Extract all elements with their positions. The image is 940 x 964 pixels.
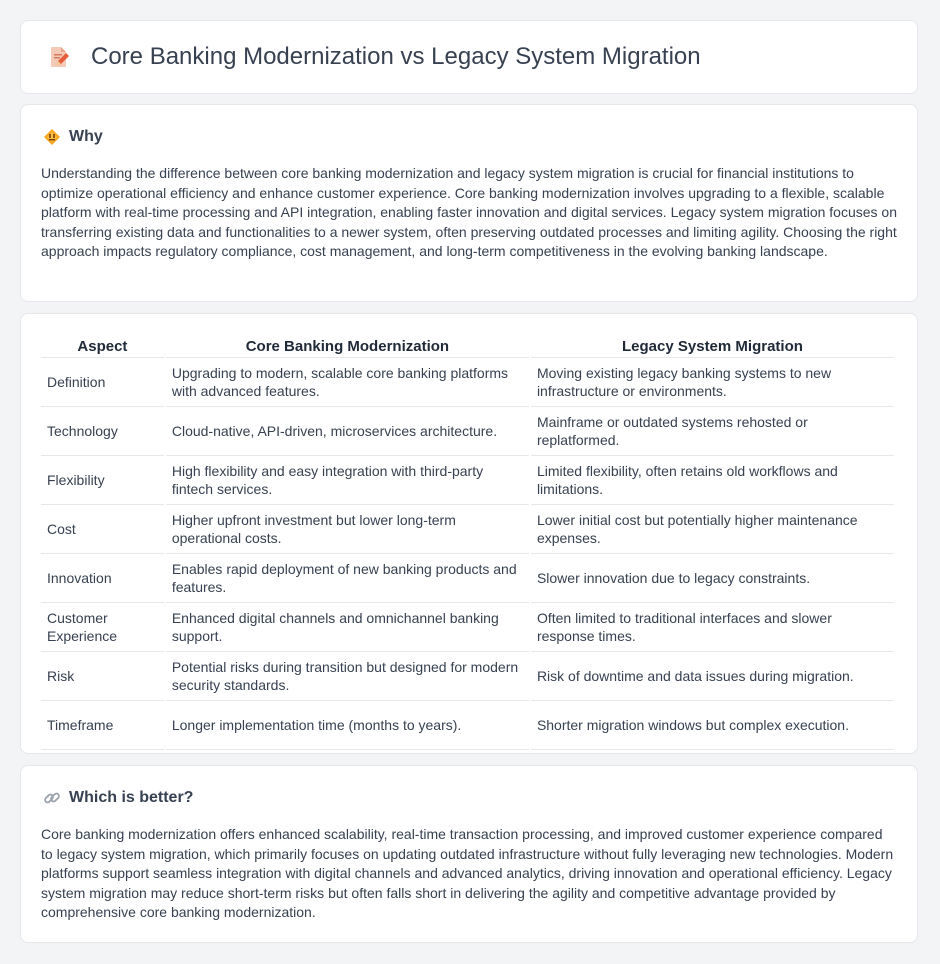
- link-icon: [43, 789, 61, 807]
- column-header-aspect: Aspect: [41, 336, 164, 358]
- column-header-modernization: Core Banking Modernization: [166, 336, 529, 358]
- modernization-cell: Longer implementation time (months to years).: [166, 701, 529, 750]
- aspect-cell: Innovation: [41, 554, 164, 603]
- better-heading: [43, 789, 897, 807]
- table-row: [41, 358, 894, 407]
- why-section: [20, 104, 918, 302]
- modernization-cell: Cloud-native, API-driven, microservices architecture.: [166, 407, 529, 456]
- page-title: Core Banking Modernization vs Legacy System Migration: [91, 43, 701, 70]
- modernization-cell: Upgrading to modern, scalable core banking platforms with advanced features.: [166, 358, 529, 407]
- migration-cell: Shorter migration windows but complex execution.: [531, 701, 894, 750]
- modernization-cell: Enables rapid deployment of new banking products and features.: [166, 554, 529, 603]
- migration-cell: Moving existing legacy banking systems to new infrastructure or environments.: [531, 358, 894, 407]
- aspect-cell: Customer Experience: [41, 603, 164, 652]
- migration-cell: Limited flexibility, often retains old workflows and limitations.: [531, 456, 894, 505]
- diamond-warning-icon: [43, 128, 61, 146]
- aspect-cell: Timeframe: [41, 701, 164, 750]
- document-pencil-icon: [47, 45, 71, 69]
- aspect-cell: Definition: [41, 358, 164, 407]
- header-card: [20, 20, 918, 94]
- migration-cell: Often limited to traditional interfaces and slower response times.: [531, 603, 894, 652]
- table-row: [41, 554, 894, 603]
- comparison-table: [39, 336, 896, 750]
- modernization-cell: Enhanced digital channels and omnichannel banking support.: [166, 603, 529, 652]
- aspect-cell: Technology: [41, 407, 164, 456]
- aspect-cell: Risk: [41, 652, 164, 701]
- why-text: Understanding the difference between core banking modernization and legacy system migration is crucial for financial institutions to optimize operational efficiency and enhance customer experience. Core banking modernization involves upgrading to a flexible, scalable platform with real-time processing and API integration, enabling faster innovation and digital services. Legacy system migration focuses on transferring existing data and functionalities to a newer system, often preserving outdated processes and limiting agility. Choosing the right approach impacts regulatory compliance, cost management, and long-term competitiveness in the evolving banking landscape.: [41, 165, 898, 259]
- comparison-table-card: [20, 313, 918, 754]
- which-is-better-section: [20, 765, 918, 943]
- aspect-cell: Cost: [41, 505, 164, 554]
- table-row: [41, 456, 894, 505]
- modernization-cell: High flexibility and easy integration with third-party fintech services.: [166, 456, 529, 505]
- table-row: [41, 701, 894, 750]
- table-row: [41, 407, 894, 456]
- migration-cell: Mainframe or outdated systems rehosted or replatformed.: [531, 407, 894, 456]
- why-heading-text: Why: [69, 128, 103, 145]
- table-row: [41, 603, 894, 652]
- why-heading: [43, 128, 897, 146]
- modernization-cell: Higher upfront investment but lower long-term operational costs.: [166, 505, 529, 554]
- table-header-row: [41, 336, 894, 358]
- table-row: [41, 505, 894, 554]
- aspect-cell: Flexibility: [41, 456, 164, 505]
- modernization-cell: Potential risks during transition but designed for modern security standards.: [166, 652, 529, 701]
- migration-cell: Slower innovation due to legacy constraints.: [531, 554, 894, 603]
- migration-cell: Risk of downtime and data issues during migration.: [531, 652, 894, 701]
- table-row: [41, 652, 894, 701]
- migration-cell: Lower initial cost but potentially higher maintenance expenses.: [531, 505, 894, 554]
- better-heading-text: Which is better?: [69, 789, 194, 806]
- better-text: Core banking modernization offers enhanced scalability, real-time transaction processing, and improved customer experience compared to legacy system migration, which primarily focuses on updating outdated infrastructure without fully leveraging new technologies. Modern platforms support seamless integration with digital channels and advanced analytics, driving innovation and operational efficiency. Legacy system migration may reduce short-term risks but often falls short in delivering the agility and competitive advantage provided by comprehensive core banking modernization.: [41, 826, 894, 920]
- column-header-migration: Legacy System Migration: [531, 336, 894, 358]
